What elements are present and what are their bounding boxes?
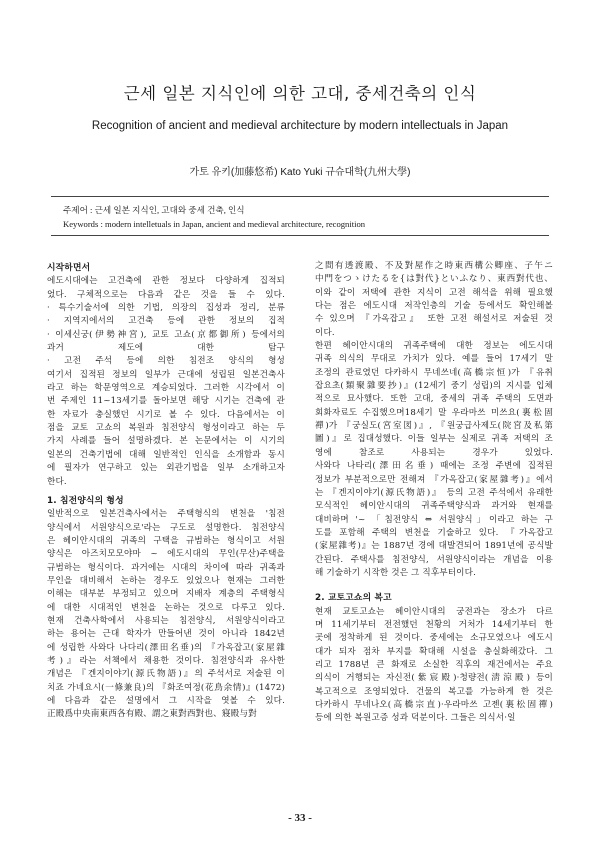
paper-title-english: Recognition of ancient and medieval architecture by modern intellectuals in Japan (91, 120, 509, 132)
text-line: 적으로 묘사했다. 또한 고대, 중세의 귀족 주택의 도면과 (315, 394, 553, 405)
text-line: 이해는 대부분 부정되고 있으며 지배자 계층의 주택형식 (47, 589, 285, 600)
text-line: 영에 참조로 사용되는 경우가 있었다. (315, 447, 553, 458)
text-line: 한 자료가 충실했던 시기로 볼 수 있다. 다음에서는 이 (47, 409, 285, 420)
text-line: 번 주제인 11~13세기를 돌아보면 해당 시기는 건축에 관 (47, 396, 285, 407)
right-text-column (315, 260, 553, 726)
text-line: 의식이 거행되는 자신전(紫宸殿)·청량전(淸涼殿) 등이 (315, 673, 553, 684)
text-line: 에도시대에는 고건축에 관한 정보다 다양하게 집적되 (47, 276, 285, 287)
text-line: 점을 교토 고쇼의 복원과 침전양식 형성이라고 하는 두 (47, 423, 285, 434)
text-line: 한다. (47, 476, 67, 487)
text-line: 며 11세기부터 전전했던 천황의 거처가 14세기부터 한 (315, 619, 553, 630)
text-line: 양식은 아즈치모모야마 ~ 에도시대의 무인(무산)주택을 (47, 549, 285, 560)
text-line: · 특수기술서에 의한 기법, 의장의 집성과 정리, 분류 (47, 303, 285, 314)
section-heading: 2. 교토고쇼의 복고 (315, 593, 392, 604)
text-line: 현재 건축사학에서 사용되는 침전양식, 서원양식이라고 (47, 615, 285, 626)
text-line: 귀족 의식의 무대로 가치가 있다. 예를 들어 17세기 말 (315, 354, 553, 365)
text-line: 조정의 관료였던 다카하시 무네쓰네(高橋宗恒)가 『유취 (315, 367, 553, 378)
text-line: 수 있으며 『가옥잡고』 또한 고전 해설서로 저술된 것 (315, 314, 553, 325)
text-line: · 고전 주석 등에 의한 침전조 양식의 형성 (47, 356, 285, 367)
section-heading: 시작하면서 (47, 263, 91, 273)
text-line: 之間有透渡殿、不及對屋作之時東西構公卿座、子午ニ (315, 261, 553, 271)
text-line: 무인을 대비해서 논하는 경우도 있었으나 현재는 그러한 (47, 575, 285, 586)
text-line: 었다. 구체적으로는 다음과 같은 것을 들 수 있다. (47, 289, 285, 300)
text-line: 일본의 건축기법에 대해 일반적인 인식을 소개함과 동시 (47, 449, 285, 460)
text-line: · 지역지에서의 고건축 등에 관한 정보의 집적 (47, 316, 285, 327)
text-line: 현재 교토고쇼는 헤이안시대의 궁전과는 장소가 다르 (315, 606, 553, 617)
text-line: 치죠 가네요시(一條兼良)의 『화조여정(花鳥余情)』(1472) (47, 682, 285, 693)
section-heading: 1. 침전양식의 형성 (47, 495, 124, 506)
text-line: 곳에 정착하게 된 것이다. 중세에는 소규모였으나 에도시 (315, 633, 553, 644)
text-line: 라고 하는 학문영역으로 계승되었다. 그러한 시각에서 이 (47, 383, 285, 394)
text-line: (家屋雜考)』는 1887년 경에 대발견되어 1891년에 공식발 (315, 541, 553, 552)
author-line: 가토 유키(加藤悠希) Kato Yuki 규슈대학(九州大學) (189, 167, 411, 178)
text-line: 하는 용어는 근대 학자가 만들어낸 것이 아니라 1842년 (47, 629, 285, 640)
left-text-column (47, 262, 285, 722)
text-line: 禪)가 『궁실도(宮室図)』, 『원궁급사제도(院宮及私第 (315, 421, 553, 432)
text-line: 考)』라는 서책에서 채용한 것이다. 침전양식과 유사한 (47, 655, 285, 666)
text-line: 모식적인 헤이안시대의 귀족주택양식과 과거와 현재를 (315, 501, 553, 512)
text-line: 과거 제도에 대한 탐구 (47, 343, 285, 354)
text-line: 한편 헤이안시대의 귀족주택에 대한 정보는 에도시대 (315, 341, 553, 352)
text-line: 中門をつゝけたるを{は對代}といふなり、東西對代也、 (315, 274, 553, 285)
text-line: 대가 되자 점차 부지를 확대해 시설을 충실화해갔다. 그 (315, 646, 553, 657)
text-line: 에 성립한 사와다 나다리(澤田名垂)의 『가옥잡고(家屋雜 (47, 642, 285, 653)
text-line: 개념은 『겐지이야기(源氏物語)』의 주석서로 저술된 이 (47, 669, 285, 680)
text-line: 여기서 집적된 정보의 일부가 근대에 성립된 일본건축사 (47, 369, 285, 380)
text-line: 해 기술하기 시작한 것은 그 직후부터이다. (315, 567, 476, 578)
text-line: 사와다 나타리(澤田名垂) 때에는 조정 주변에 집적된 (315, 461, 553, 472)
text-line: 회화자료도 수집했으며18세기 말 우라마쓰 미쓰요(裏松固 (315, 407, 553, 418)
text-line: 에 다음과 같은 설명에서 그 시작을 엿볼 수 있다. (47, 696, 285, 706)
paper-title-korean: 근세 일본 지식인에 의한 고대, 중세건축의 인식 (123, 84, 477, 103)
text-line: 正殿爲中央南東西各有殿、謂之東對西對也、寢殿与對 (47, 709, 257, 720)
text-line: 에 필자가 연구하고 있는 외관기법을 일부 소개하고자 (47, 463, 285, 474)
text-line: 에 대한 시대적인 변천을 논하는 것으로 다루고 있다. (47, 602, 285, 613)
text-line: 도를 포함해 주택의 변천을 기술하고 있다. 『가옥잡고 (315, 527, 553, 538)
text-line: 이와 같이 저택에 관한 지식이 고전 해석을 위해 필요했 (315, 287, 553, 298)
text-line: 일반적으로 일본건축사에서는 주택형식의 변천을 '침전 (47, 509, 285, 520)
text-line: 대비하며 '~ 「침전양식 ⇔ 서원양식」이라고 하는 구 (315, 514, 553, 525)
page-number: - 33 - (288, 812, 312, 824)
text-line: 는 『겐지이야기(源氏物語)』 등의 고전 주석에서 유래한 (315, 487, 553, 498)
text-line: 이다. (315, 327, 335, 338)
text-line: 잡요초(類聚雜要抄)』(12세기 중기 성립)의 지시를 입체 (315, 381, 553, 392)
text-line: 圖)』로 집대성했다. 이들 일부는 실제로 귀족 저택의 조 (315, 434, 553, 445)
text-line: 리고 1788년 큰 화재로 소실한 직후의 재건에서는 주요 (315, 659, 553, 670)
text-line: 복고적으로 조영되었다. 건물의 복고를 가능하게 한 것은 (315, 686, 553, 697)
text-line: 등에 의한 복원고증 성과 덕분이다. 그들은 의식서·일 (315, 713, 516, 724)
text-line: 다카하시 무네나오(高橋宗直)·우라마쓰 고젠(裏松固禪) (315, 700, 553, 710)
keywords-korean: 주제어 : 근세 일본 지식인, 고대와 중세 건축, 인식 (63, 205, 245, 215)
keywords-english: Keywords : modern intelletuals in Japan, ancient and medieval architecture, recognition (63, 219, 366, 229)
text-line: 은 헤이안시대의 귀족의 구택을 규범하는 형식이고 서원 (47, 535, 285, 546)
text-line: 다는 점은 에도시대 저작인층의 기술 등에서도 확인해볼 (315, 301, 553, 312)
text-line: 양식에서 서원양식으로'라는 구도로 설명한다. 침전양식 (47, 522, 285, 533)
text-line: 가지 사례를 들어 설명하겠다. 본 논문에서는 이 시기의 (47, 436, 285, 447)
text-line: · 이세신궁(伊勢神宮), 교토 고쇼(京都御所) 등에서의 (47, 329, 285, 340)
text-line: 간된다. 주택사를 침전양식, 서원양식이라는 개념을 이용 (315, 554, 553, 565)
keywords-box (51, 196, 549, 236)
text-line: 정보가 부분적으로만 전해져 『가옥잡고(家屋雜考)』에서 (315, 474, 553, 485)
text-line: 규범하는 형식이다. 과거에는 시대의 차이에 따라 귀족과 (47, 562, 285, 573)
